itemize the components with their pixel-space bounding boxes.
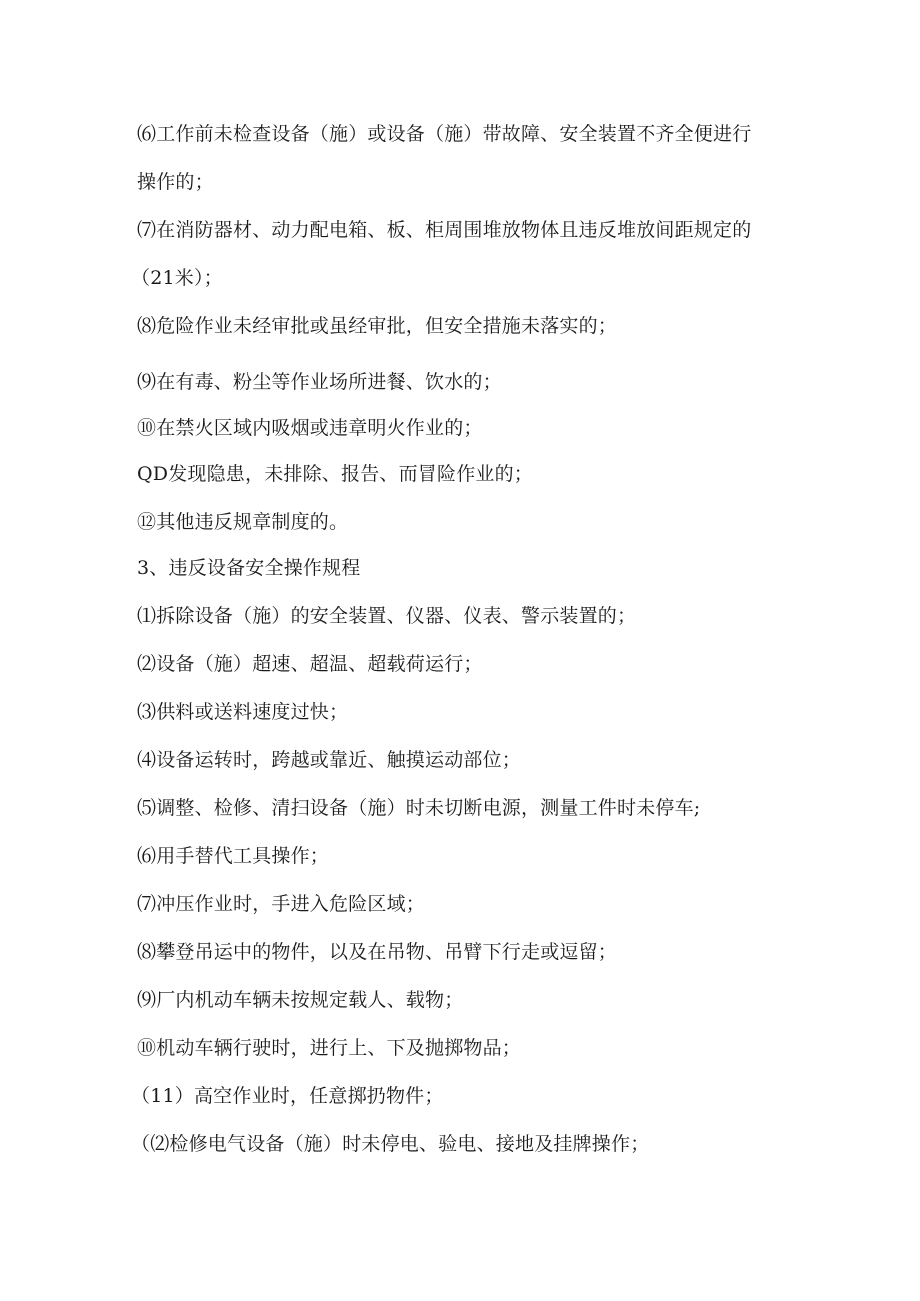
text-line: （21米）；: [131, 267, 223, 289]
text-line: ⑻攀登吊运中的物件，以及在吊物、吊臂下行走或逗留；: [137, 941, 618, 963]
text-line: （⑵检修电气设备（施）时未停电、验电、接地及挂牌操作；: [131, 1133, 650, 1155]
text-line: ⑺在消防器材、动力配电箱、板、柜周围堆放物体且违反堆放间距规定的: [137, 219, 752, 241]
text-line: QD发现隐患，未排除、报告、而冒险作业的；: [137, 463, 534, 485]
text-line: ⑴拆除设备（施）的安全装置、仪器、仪表、警示装置的；: [137, 605, 637, 627]
text-line: ⑷设备运转时，跨越或靠近、触摸运动部位；: [137, 749, 522, 771]
text-line: ⑵设备（施）超速、超温、超载荷运行；: [137, 653, 483, 675]
text-line: ⑻危险作业未经审批或虽经审批，但安全措施未落实的；: [137, 315, 618, 337]
text-line: ⑹用手替代工具操作；: [137, 845, 330, 867]
text-line: ⑫其他违反规章制度的。: [137, 511, 349, 533]
text-line: ⑶供料或送料速度过快；: [137, 701, 349, 723]
text-line: ⑼厂内机动车辆未按规定载人、载物；: [137, 989, 464, 1011]
text-line: ⑼在有毒、粉尘等作业场所进餐、饮水的；: [137, 371, 502, 393]
text-line: ⑸调整、检修、清扫设备（施）时未切断电源，测量工件时未停车;: [137, 797, 701, 819]
section-heading: 3、违反设备安全操作规程: [137, 557, 361, 579]
text-line: 操作的；: [137, 171, 214, 193]
text-line: （11）高空作业时，任意掷扔物件；: [131, 1085, 444, 1107]
text-line: ⑩机动车辆行驶时，进行上、下及抛掷物品；: [137, 1037, 522, 1059]
text-line: ⑺冲压作业时，手进入危险区域；: [137, 893, 426, 915]
text-line: ⑹工作前未检查设备（施）或设备（施）带故障、安全装置不齐全便进行: [137, 123, 752, 145]
text-line: ⑩在禁火区域内吸烟或违章明火作业的；: [137, 417, 483, 439]
